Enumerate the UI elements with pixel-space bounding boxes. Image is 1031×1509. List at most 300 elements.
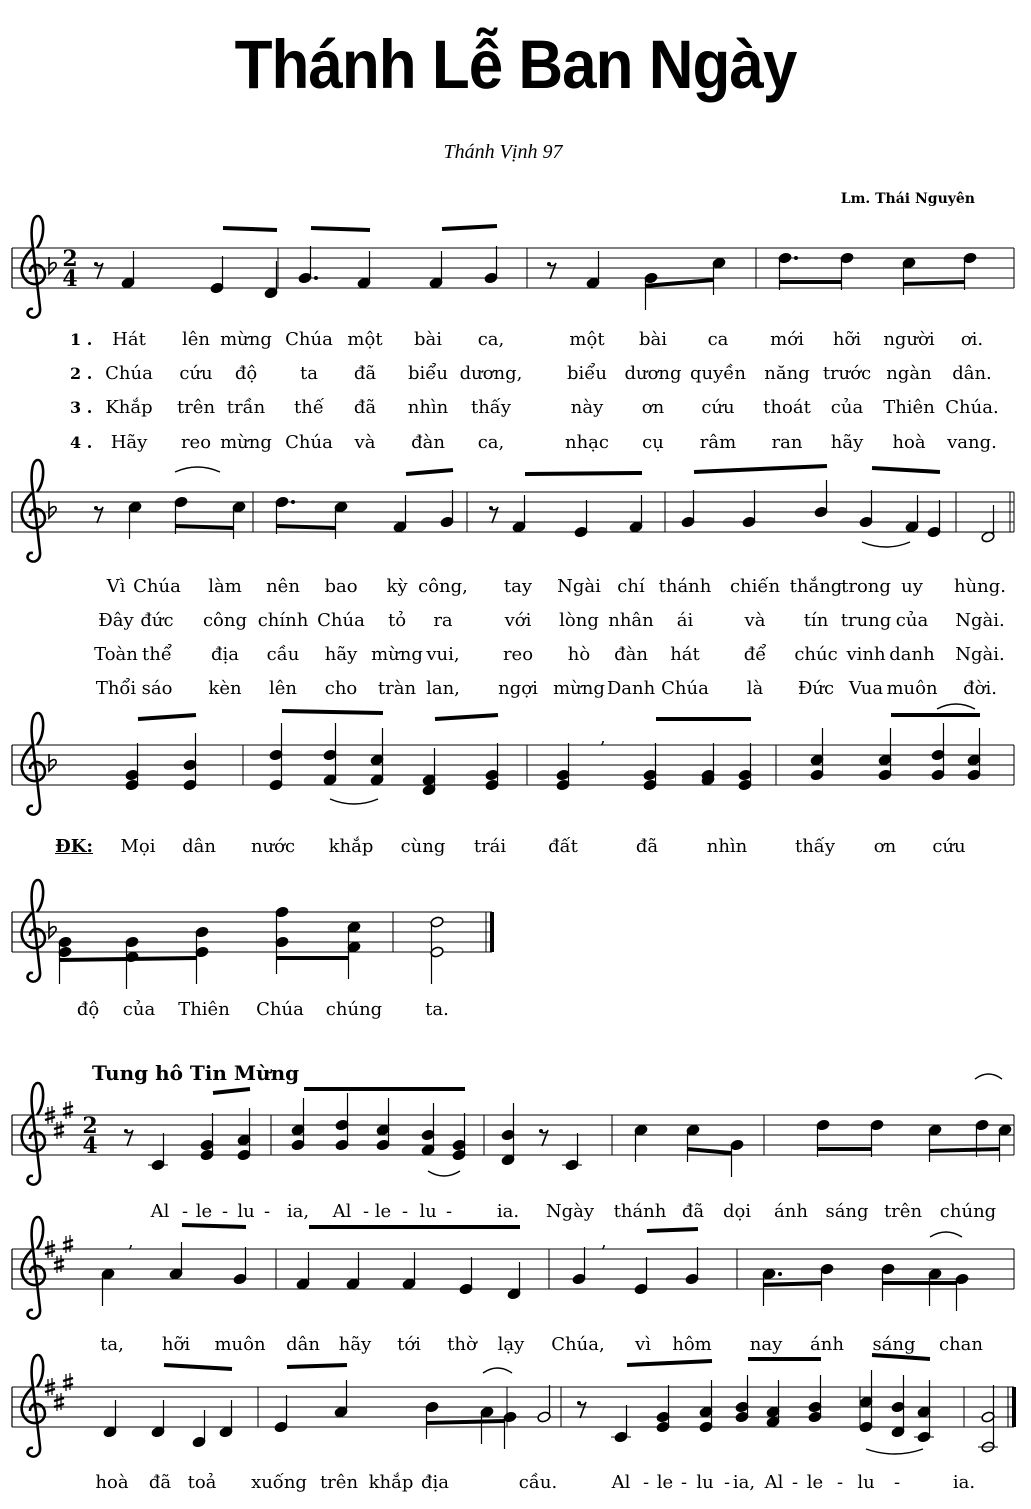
lyric-syllable: toả bbox=[187, 1472, 217, 1493]
lyric-syllable: mới bbox=[770, 329, 804, 350]
lyric-syllable: le bbox=[806, 1472, 824, 1493]
lyric-syllable: cầu bbox=[266, 644, 300, 665]
lyric-syllable: ta bbox=[300, 363, 318, 384]
time-signature-top: 2 bbox=[62, 246, 78, 272]
lyric-syllable: chúng bbox=[325, 999, 383, 1020]
lyric-syllable: nhìn bbox=[407, 397, 449, 418]
lyric-syllable: năng bbox=[764, 363, 810, 384]
lyric-syllable: vinh bbox=[846, 644, 886, 665]
note bbox=[440, 490, 454, 528]
lyric-syllable: ia. bbox=[952, 1472, 976, 1493]
lyric-syllable: Đây bbox=[98, 610, 134, 631]
lyric-syllable: trần bbox=[226, 397, 266, 418]
lyric-syllable: ra bbox=[433, 610, 453, 631]
note bbox=[402, 1252, 416, 1290]
lyric-syllable: người bbox=[883, 329, 935, 350]
lyric-syllable: Vì bbox=[106, 576, 126, 597]
note bbox=[978, 1385, 998, 1453]
lyric-syllable: Chúa bbox=[133, 576, 181, 597]
verse-number: 1 . bbox=[70, 330, 93, 349]
lyric-syllable: độ bbox=[76, 999, 100, 1020]
note bbox=[840, 252, 854, 290]
lyric-syllable: trên bbox=[319, 1472, 359, 1493]
breath-mark: , bbox=[601, 1231, 607, 1252]
flat-sign bbox=[49, 921, 56, 938]
treble-clef bbox=[22, 1217, 45, 1319]
lyric-syllable: ta, bbox=[100, 1334, 124, 1355]
beam bbox=[276, 526, 335, 528]
treble-clef bbox=[22, 216, 45, 318]
lyric-syllable: muôn bbox=[214, 1334, 266, 1355]
dot bbox=[794, 256, 798, 260]
slur bbox=[175, 467, 220, 472]
lyric-syllable: bao bbox=[324, 576, 358, 597]
lyric-syllable: Chúa bbox=[256, 999, 304, 1020]
lyric-syllable: lạy bbox=[497, 1334, 525, 1355]
staff-system bbox=[12, 460, 1014, 562]
note bbox=[644, 272, 658, 310]
beam bbox=[442, 226, 497, 229]
beam bbox=[929, 1149, 999, 1151]
lyric-syllable: - bbox=[401, 1201, 409, 1222]
lyric-syllable: hùng. bbox=[953, 576, 1007, 597]
verse-lyric-line bbox=[0, 328, 1031, 352]
lyric-syllable: Thiên bbox=[883, 397, 935, 418]
treble-clef bbox=[22, 460, 45, 562]
note bbox=[808, 1375, 822, 1423]
lyric-syllable: ơn bbox=[641, 397, 665, 418]
note bbox=[820, 1263, 834, 1301]
lyric-syllable: của bbox=[830, 397, 864, 418]
note bbox=[296, 1252, 310, 1290]
beam bbox=[647, 1229, 698, 1231]
lyric-syllable: sáng bbox=[825, 1201, 869, 1222]
lyric-syllable: một bbox=[347, 329, 383, 350]
beam bbox=[213, 1089, 250, 1093]
note bbox=[421, 1103, 435, 1156]
lyric-syllable: hoà bbox=[892, 432, 926, 453]
note bbox=[503, 1411, 517, 1449]
lyric-syllable: ánh bbox=[774, 1201, 808, 1222]
lyric-syllable: Chúa bbox=[105, 363, 153, 384]
note bbox=[870, 1119, 884, 1157]
lyric-syllable: sáo bbox=[141, 678, 173, 699]
note bbox=[762, 1268, 782, 1306]
verse-lyric-line bbox=[0, 362, 1031, 386]
note bbox=[537, 1385, 551, 1423]
note bbox=[357, 251, 371, 289]
lyric-syllable: Thiên bbox=[178, 999, 230, 1020]
lyric-syllable: - bbox=[680, 1472, 688, 1493]
lyric-syllable: - bbox=[723, 1472, 731, 1493]
verse-lyric-line bbox=[0, 643, 1031, 667]
lyric-syllable: ia, bbox=[286, 1201, 310, 1222]
refrain-lyric-line bbox=[0, 998, 1031, 1022]
lyric-syllable: nước bbox=[250, 836, 296, 857]
beam bbox=[287, 1365, 347, 1367]
note bbox=[634, 1257, 648, 1295]
verse-number: 3 . bbox=[70, 398, 93, 417]
lyric-syllable: với bbox=[504, 610, 532, 631]
lyric-syllable: ta. bbox=[425, 999, 449, 1020]
note bbox=[681, 490, 695, 528]
lyric-syllable: tay bbox=[503, 576, 533, 597]
note bbox=[928, 1124, 942, 1162]
lyric-syllable: Đức bbox=[797, 678, 835, 699]
lyric-syllable: hãy bbox=[324, 644, 358, 665]
lyric-syllable: lu bbox=[857, 1472, 875, 1493]
note bbox=[200, 1113, 214, 1161]
note bbox=[859, 490, 873, 528]
note bbox=[151, 1400, 165, 1438]
note bbox=[452, 1113, 466, 1161]
lyric-syllable: muôn bbox=[886, 678, 938, 699]
lyric-syllable: ngàn bbox=[886, 363, 932, 384]
lyric-syllable: công bbox=[202, 610, 248, 631]
note bbox=[334, 1380, 348, 1418]
dot bbox=[291, 500, 295, 504]
lyric-syllable: đàn bbox=[411, 432, 445, 453]
lyric-syllable: le bbox=[374, 1201, 392, 1222]
note bbox=[512, 495, 526, 533]
lyric-syllable: Chúa bbox=[317, 610, 365, 631]
beam bbox=[426, 1421, 504, 1423]
lyric-syllable: cầu. bbox=[518, 1472, 558, 1493]
treble-clef bbox=[22, 1355, 45, 1457]
note bbox=[712, 257, 726, 295]
lyric-syllable: thánh bbox=[613, 1201, 667, 1222]
time-signature-bottom: 4 bbox=[82, 1133, 98, 1159]
lyric-syllable: ca, bbox=[477, 329, 505, 350]
lyric-syllable: nhân bbox=[608, 610, 654, 631]
lyric-syllable: ia. bbox=[496, 1201, 520, 1222]
note bbox=[459, 1257, 473, 1295]
lyric-syllable: nhạc bbox=[565, 432, 609, 453]
lyric-syllable: thắng bbox=[789, 576, 843, 597]
lyric-syllable: đời. bbox=[963, 678, 997, 699]
lyric-syllable: mừng bbox=[220, 432, 272, 453]
page-title: Thánh Lễ Ban Ngày bbox=[234, 27, 797, 104]
note bbox=[125, 936, 139, 989]
lyric-syllable: và bbox=[744, 610, 766, 631]
lyric-syllable: đã bbox=[681, 1201, 705, 1222]
lyric-syllable: nên bbox=[266, 576, 300, 597]
lyric-syllable: - bbox=[791, 1472, 799, 1493]
note bbox=[346, 1252, 360, 1290]
lyric-syllable: đã bbox=[353, 397, 377, 418]
beam bbox=[694, 466, 827, 472]
lyric-syllable: là bbox=[746, 678, 764, 699]
verse-lyric-line bbox=[0, 575, 1031, 599]
note bbox=[891, 1375, 905, 1438]
beam bbox=[763, 1283, 821, 1285]
lyric-syllable: - bbox=[362, 1201, 370, 1222]
treble-clef bbox=[22, 1083, 45, 1185]
note bbox=[128, 501, 142, 539]
lyric-syllable: trong bbox=[841, 576, 891, 597]
lyric-syllable: tín bbox=[803, 610, 829, 631]
note bbox=[347, 921, 361, 979]
lyric-syllable: Al bbox=[764, 1472, 784, 1493]
lyric-syllable: Ngài. bbox=[955, 644, 1005, 665]
lyric-syllable: Thổi bbox=[95, 678, 137, 699]
lyric-syllable: lu bbox=[237, 1201, 255, 1222]
lyric-syllable: Ngài bbox=[557, 576, 601, 597]
beam bbox=[223, 228, 277, 230]
flat-sign bbox=[49, 501, 56, 518]
lyric-syllable: quyền bbox=[690, 363, 746, 384]
lyric-syllable: lu bbox=[419, 1201, 437, 1222]
lyric-syllable: chan bbox=[939, 1334, 983, 1355]
lyric-syllable: Mọi bbox=[120, 836, 156, 857]
note bbox=[429, 251, 443, 289]
lyric-syllable: hãy bbox=[830, 432, 864, 453]
lyric-syllable: hát bbox=[670, 644, 700, 665]
lyric-syllable: đất bbox=[548, 836, 578, 857]
beam bbox=[525, 473, 642, 474]
staff-system bbox=[12, 880, 492, 982]
note bbox=[335, 1093, 349, 1151]
sharp-sign bbox=[54, 1255, 64, 1273]
lyric-syllable: - bbox=[221, 1201, 229, 1222]
lyric-syllable: làm bbox=[208, 576, 242, 597]
lyric-syllable: trên bbox=[883, 1201, 923, 1222]
note bbox=[393, 495, 407, 533]
note bbox=[730, 1139, 744, 1177]
lyric-syllable: của bbox=[122, 999, 156, 1020]
lyric-syllable: Ngài. bbox=[955, 610, 1005, 631]
lyric-syllable: nay bbox=[749, 1334, 783, 1355]
lyric-syllable: cứu bbox=[932, 836, 966, 857]
beam bbox=[138, 715, 196, 719]
lyric-syllable: trái bbox=[473, 836, 507, 857]
lyric-syllable: nhìn bbox=[706, 836, 748, 857]
lyric-syllable: kèn bbox=[208, 678, 242, 699]
lyric-syllable: đã bbox=[635, 836, 659, 857]
note bbox=[574, 500, 588, 538]
lyric-syllable: hò bbox=[567, 644, 591, 665]
lyric-syllable: thờ bbox=[447, 1334, 477, 1355]
note bbox=[816, 1119, 830, 1157]
lyric-syllable: cùng bbox=[400, 836, 446, 857]
gospel-acclamation-heading: Tung hô Tin Mừng bbox=[92, 1061, 300, 1085]
note bbox=[914, 1380, 934, 1443]
lyric-syllable: uy bbox=[901, 576, 923, 597]
lyric-syllable: ia, bbox=[732, 1472, 756, 1493]
note bbox=[735, 1375, 749, 1423]
lyric-syllable: Chúa bbox=[285, 432, 333, 453]
lyric-syllable: biểu bbox=[408, 363, 448, 384]
lyric-syllable: và bbox=[354, 432, 376, 453]
eighth-rest bbox=[577, 1401, 581, 1405]
lyric-syllable: chính bbox=[257, 610, 309, 631]
lyric-syllable: - bbox=[181, 1201, 189, 1222]
note bbox=[275, 906, 289, 974]
lyric-syllable: Hát bbox=[112, 329, 146, 350]
lyric-syllable: Chúa bbox=[661, 678, 709, 699]
lyric-syllable: reo bbox=[502, 644, 534, 665]
note bbox=[103, 1400, 117, 1438]
note bbox=[125, 743, 139, 791]
lyric-syllable: dương bbox=[624, 363, 682, 384]
note bbox=[859, 1370, 873, 1433]
note bbox=[219, 1400, 233, 1438]
lyric-syllable: biểu bbox=[567, 363, 607, 384]
eighth-rest bbox=[124, 1129, 128, 1133]
lyric-syllable: của bbox=[895, 610, 929, 631]
note bbox=[101, 1268, 115, 1306]
time-signature-top: 2 bbox=[82, 1113, 98, 1139]
lyric-syllable: Vua bbox=[848, 678, 884, 699]
slur bbox=[483, 1368, 512, 1373]
beam bbox=[406, 470, 453, 474]
lyric-syllable: hôm bbox=[672, 1334, 712, 1355]
lyric-syllable: để bbox=[743, 644, 767, 665]
beam bbox=[627, 1361, 712, 1365]
eighth-rest bbox=[489, 506, 493, 510]
lyric-syllable: khắp bbox=[368, 1472, 414, 1493]
note bbox=[634, 1124, 648, 1162]
lyric-syllable: sáng bbox=[872, 1334, 916, 1355]
lyric-syllable: reo bbox=[180, 432, 212, 453]
lyric-syllable: ca, bbox=[477, 432, 505, 453]
acclamation-lyric-line bbox=[0, 1471, 1031, 1495]
beam bbox=[182, 1225, 246, 1227]
lyric-syllable: đàn bbox=[614, 644, 648, 665]
lyric-syllable: xuống bbox=[251, 1472, 307, 1493]
note bbox=[955, 1273, 969, 1311]
breath-mark: , bbox=[600, 727, 606, 748]
lyric-syllable: khắp bbox=[328, 836, 374, 857]
lyric-syllable: bài bbox=[413, 329, 443, 350]
lyric-syllable: - bbox=[263, 1201, 271, 1222]
lyric-syllable: mừng bbox=[371, 644, 423, 665]
note bbox=[269, 723, 283, 791]
lyric-syllable: mừng bbox=[220, 329, 272, 350]
lyric-syllable: Chúa bbox=[285, 329, 333, 350]
lyric-syllable: trên bbox=[176, 397, 216, 418]
note bbox=[686, 1124, 700, 1162]
lyric-syllable: le bbox=[195, 1201, 213, 1222]
note bbox=[484, 246, 498, 284]
lyric-syllable: chí bbox=[617, 576, 645, 597]
lyric-syllable: dương, bbox=[459, 363, 523, 384]
lyric-syllable: ánh bbox=[810, 1334, 844, 1355]
note bbox=[274, 1395, 288, 1433]
slur bbox=[975, 1074, 1002, 1079]
staff-system bbox=[12, 216, 1014, 318]
beam bbox=[311, 228, 370, 230]
lyric-syllable: Chúa. bbox=[945, 397, 999, 418]
note bbox=[334, 501, 348, 539]
lyric-syllable: ngợi bbox=[498, 678, 538, 699]
beam bbox=[175, 526, 233, 528]
note bbox=[233, 1247, 247, 1285]
note bbox=[562, 1133, 582, 1171]
note bbox=[629, 495, 643, 533]
eighth-rest bbox=[94, 262, 98, 266]
lyric-syllable: bài bbox=[638, 329, 668, 350]
eighth-rest bbox=[547, 262, 551, 266]
lyric-syllable: một bbox=[569, 329, 605, 350]
lyric-syllable: cụ bbox=[642, 432, 664, 453]
lyric-syllable: hoà bbox=[95, 1472, 129, 1493]
note bbox=[298, 246, 318, 284]
beam bbox=[59, 958, 196, 960]
lyric-syllable: cứu bbox=[179, 363, 213, 384]
lyric-syllable: le bbox=[656, 1472, 674, 1493]
lyric-syllable: độ bbox=[234, 363, 258, 384]
note bbox=[192, 1410, 206, 1448]
note bbox=[169, 1242, 183, 1280]
lyric-syllable: đã bbox=[148, 1472, 172, 1493]
slur bbox=[428, 1171, 460, 1176]
lyric-syllable: đức bbox=[140, 610, 174, 631]
refrain-label: ĐK: bbox=[55, 836, 94, 857]
verse-lyric-line bbox=[0, 609, 1031, 633]
sharp-sign bbox=[54, 1121, 64, 1139]
verse-number: 2 . bbox=[70, 364, 93, 383]
lyric-syllable: lòng bbox=[559, 610, 599, 631]
lyric-syllable: Toàn bbox=[94, 644, 138, 665]
note bbox=[814, 480, 828, 518]
note bbox=[742, 490, 756, 528]
lyric-syllable: đã bbox=[353, 363, 377, 384]
breath-mark: , bbox=[128, 1231, 134, 1252]
lyric-syllable: này bbox=[570, 397, 604, 418]
lyric-syllable: thế bbox=[294, 397, 324, 418]
lyric-syllable: thấy bbox=[794, 836, 836, 857]
verse-lyric-line bbox=[0, 677, 1031, 701]
lyric-syllable: vui, bbox=[426, 644, 460, 665]
beam bbox=[687, 1149, 731, 1153]
note bbox=[264, 261, 278, 299]
note bbox=[611, 1405, 631, 1443]
refrain-lyric-line bbox=[0, 835, 1031, 859]
lyric-syllable: cứu bbox=[701, 397, 735, 418]
lyric-syllable: Al bbox=[611, 1472, 631, 1493]
dot bbox=[314, 276, 318, 280]
note bbox=[927, 500, 941, 538]
note bbox=[148, 1133, 168, 1171]
note bbox=[738, 743, 752, 791]
slur bbox=[937, 704, 975, 709]
lyric-syllable: Danh bbox=[606, 678, 656, 699]
lyric-syllable: lên bbox=[268, 678, 298, 699]
slur bbox=[330, 799, 378, 804]
lyric-syllable: - bbox=[642, 1472, 650, 1493]
lyric-syllable: chúc bbox=[794, 644, 838, 665]
note bbox=[485, 743, 499, 791]
lyric-syllable: ơn bbox=[873, 836, 897, 857]
beam bbox=[872, 468, 940, 472]
acclamation-lyric-line bbox=[0, 1200, 1031, 1224]
note bbox=[981, 505, 995, 543]
lyric-syllable: trung bbox=[840, 610, 892, 631]
lyric-syllable: chúng bbox=[939, 1201, 997, 1222]
composer-credit: Lm. Thái Nguyên bbox=[840, 191, 975, 207]
note bbox=[210, 256, 224, 294]
note bbox=[998, 1124, 1012, 1162]
lyric-syllable: trước bbox=[822, 363, 872, 384]
lyric-syllable: địa bbox=[210, 644, 240, 665]
psalm-subtitle: Thánh Vịnh 97 bbox=[443, 141, 563, 163]
slur bbox=[930, 1232, 962, 1237]
sharp-sign bbox=[63, 1235, 73, 1253]
treble-clef bbox=[22, 880, 45, 982]
lyric-syllable: - bbox=[836, 1472, 844, 1493]
note bbox=[902, 257, 916, 295]
